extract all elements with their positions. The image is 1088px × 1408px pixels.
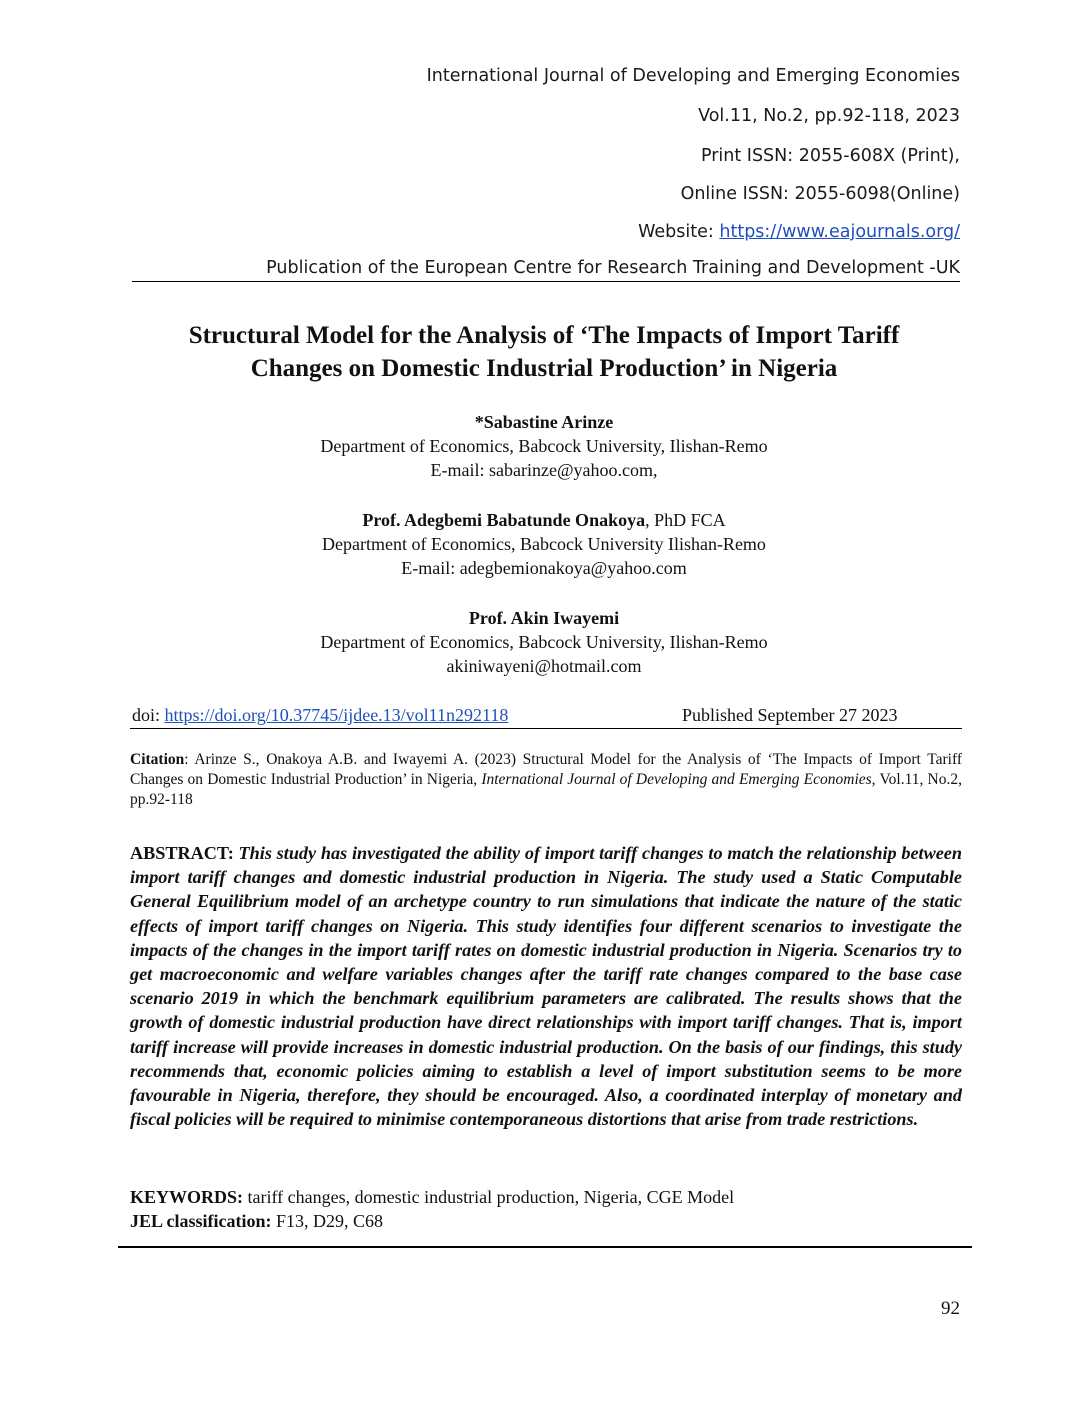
paper-title	[120, 319, 968, 385]
doi-label: doi:	[132, 705, 165, 725]
print-issn: Print ISSN: 2055-608X (Print),	[700, 146, 960, 166]
citation-journal: International Journal of Developing and Emerging Economies,	[481, 771, 876, 788]
publisher-line: Publication of the European Centre for Research Training and Development -UK	[266, 258, 960, 278]
title-line-1: Structural Model for the Analysis of ‘The Impacts of Import Tariff	[188, 322, 900, 349]
website-label: Website:	[638, 222, 720, 242]
doi-link[interactable]: https://doi.org/10.37745/ijdee.13/vol11n292118	[164, 705, 509, 725]
author-name: Prof. Akin Iwayemi	[468, 608, 620, 628]
published-date: Published September 27 2023	[682, 705, 898, 725]
online-issn: Online ISSN: 2055-6098(Online)	[680, 184, 960, 204]
author-affiliation: Department of Economics, Babcock University Ilishan-Remo	[322, 534, 766, 554]
author-affiliation: Department of Economics, Babcock University, Ilishan-Remo	[320, 436, 768, 456]
header-rule	[132, 281, 960, 282]
author-email: E-mail: sabarinze@yahoo.com,	[430, 460, 658, 480]
citation-text: : Arinze S., Onakoya A.B. and Iwayemi A. (2023) Structural Model for the Analysis of ‘The Impacts of Import Tariff Changes on Domestic Industrial Production’ in Nigeria,	[130, 751, 962, 788]
doi-line	[132, 705, 508, 726]
author-block-1	[120, 410, 968, 482]
abstract-text: This study has investigated the ability of import tariff changes to match the relationship between import tariff changes and domestic industrial production in Nigeria. The study used a Static Computable General Equilibrium model of an archetype country to run simulations that indicate the nature of the static effects of import tariff changes on Nigeria. This study identifies four different scenarios to investigate the impacts of the changes in the import tariff rates on domestic industrial production in Nigeria. Scenarios try to get macroeconomic and welfare variables changes after the tariff rate changes compared to the base case scenario 2019 in which the benchmark equilibrium parameters are calibrated. The results shows that the growth of domestic industrial production have direct relationships with import tariff changes. That is, import tariff increase will provide increases in domestic industrial production. On the basis of our findings, this study recommends that, economic policies aiming to establish a level of import substitution seems to be more favourable in Nigeria, therefore, they should be encouraged. Also, a coordinated interplay of monetary and fiscal policies will be required to minimise contemporaneous distortions that arise from trade restrictions.	[130, 843, 962, 1130]
jel-classification	[130, 1210, 962, 1232]
page-number: 92	[941, 1298, 960, 1319]
author-email: E-mail: adegbemionakoya@yahoo.com	[401, 558, 687, 578]
title-line-2: Changes on Domestic Industrial Production’ in Nigeria	[250, 355, 838, 382]
author-block-2	[120, 508, 968, 580]
website-link[interactable]: https://www.eajournals.org/	[719, 222, 960, 242]
jel-text: F13, D29, C68	[271, 1211, 384, 1231]
author-name: Prof. Adegbemi Babatunde Onakoya	[362, 510, 646, 530]
journal-name: International Journal of Developing and Emerging Economies	[426, 66, 960, 86]
author-credentials: , PhD FCA	[645, 510, 726, 530]
keywords	[130, 1186, 962, 1208]
author-block-3	[120, 606, 968, 678]
abstract-label: ABSTRACT:	[130, 843, 239, 863]
website-line	[638, 222, 960, 242]
citation-label: Citation	[130, 751, 185, 768]
keywords-text: tariff changes, domestic industrial production, Nigeria, CGE Model	[243, 1187, 735, 1207]
author-email: akiniwayeni@hotmail.com	[446, 656, 642, 676]
doi-rule	[130, 728, 962, 729]
citation	[130, 750, 962, 810]
abstract	[130, 841, 962, 1131]
footer-rule	[118, 1246, 972, 1248]
citation-volume: Vol.11, No.2, pp.92-118	[130, 771, 962, 808]
keywords-label: KEYWORDS:	[130, 1187, 244, 1207]
volume-info: Vol.11, No.2, pp.92-118, 2023	[698, 106, 960, 126]
author-name: *Sabastine Arinze	[474, 412, 614, 432]
jel-label: JEL classification:	[130, 1211, 272, 1231]
author-affiliation: Department of Economics, Babcock University, Ilishan-Remo	[320, 632, 768, 652]
